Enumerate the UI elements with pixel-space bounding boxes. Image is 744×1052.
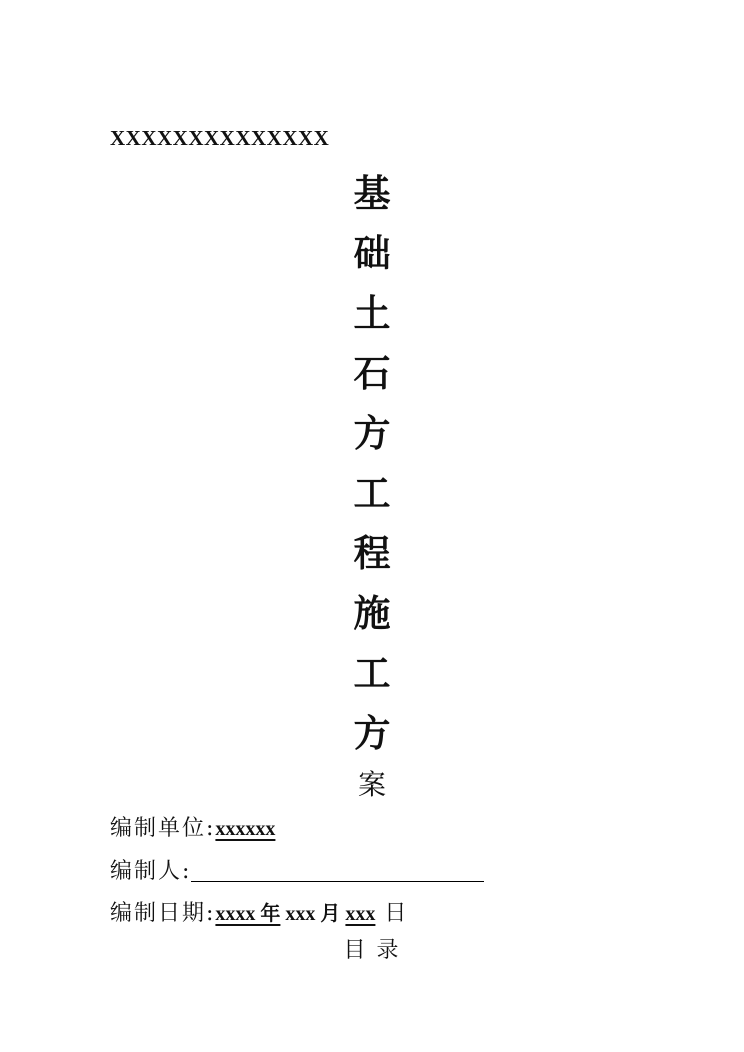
date-day-suffix: 日 bbox=[375, 901, 409, 926]
date-day-value: xxx bbox=[345, 903, 376, 925]
title-char: 施 bbox=[353, 591, 391, 635]
title-char: 石 bbox=[353, 351, 391, 395]
title-char: 工 bbox=[353, 471, 391, 515]
date-year-value: xxxx 年 bbox=[215, 903, 281, 925]
meta-block bbox=[110, 814, 484, 942]
title-char: 方 bbox=[353, 711, 391, 755]
author-line bbox=[110, 857, 484, 885]
title-char: 工 bbox=[353, 651, 391, 695]
date-line bbox=[110, 899, 484, 928]
title-char: 案 bbox=[357, 767, 386, 801]
unit-value: xxxxxx bbox=[215, 818, 276, 840]
title-char: 方 bbox=[353, 411, 391, 455]
date-month-value: xxx 月 bbox=[280, 903, 346, 925]
author-blank-line bbox=[191, 881, 484, 882]
unit-line bbox=[110, 814, 484, 843]
title-char: 土 bbox=[353, 291, 391, 335]
vertical-title bbox=[354, 160, 391, 805]
company-name-placeholder: XXXXXXXXXXXXXX bbox=[110, 126, 330, 150]
title-char: 基 bbox=[353, 171, 391, 215]
title-char: 程 bbox=[353, 531, 391, 575]
title-char: 础 bbox=[353, 231, 391, 275]
author-label: 编制人: bbox=[110, 859, 192, 884]
date-label: 编制日期: bbox=[110, 901, 216, 926]
toc-heading: 目 录 bbox=[343, 938, 401, 963]
unit-label: 编制单位: bbox=[110, 816, 216, 841]
